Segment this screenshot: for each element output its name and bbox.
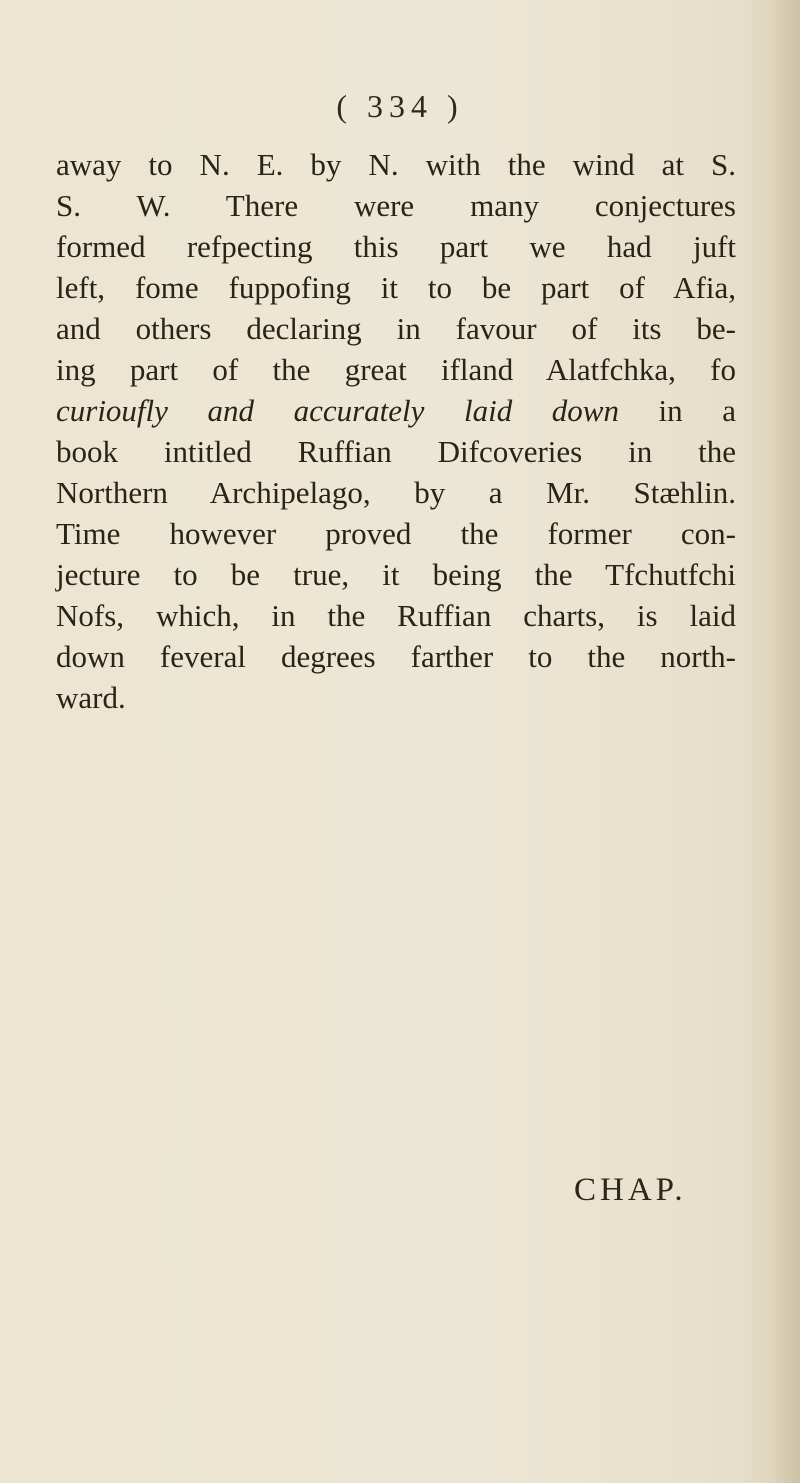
text-line-14: ward. [56,680,126,715]
text-line-10: Time however proved the former con- [56,516,736,551]
text-line-3: formed refpecting this part we had juft [56,229,736,264]
page-edge-shadow [770,0,800,1483]
text-line-2: S. W. There were many conjectures [56,188,736,223]
text-line-12: Nofs, which, in the Ruffian charts, is laid [56,598,736,633]
text-line-4: left, fome fuppofing it to be part of Afia, [56,270,736,305]
text-line-7 [56,390,736,431]
text-line-13: down feveral degrees farther to the north- [56,639,736,674]
text-line-5: and others declaring in favour of its be- [56,311,736,346]
text-line-7-tail: in a [618,393,736,428]
text-line-6: ing part of the great ifland Alatfchka, fo [56,352,736,387]
body-text [56,144,736,718]
text-line-8: book intitled Ruffian Difcoveries in the [56,434,736,469]
text-line-9: Northern Archipelago, by a Mr. Stæhlin. [56,475,736,510]
text-line-11: jecture to be true, it being the Tfchutfchi [56,557,736,592]
italic-phrase: curioufly and accurately laid down [56,393,619,428]
catchword: CHAP. [574,1172,687,1208]
text-line-1: away to N. E. by N. with the wind at S. [56,147,736,182]
page-number-header: ( 334 ) [336,88,464,124]
